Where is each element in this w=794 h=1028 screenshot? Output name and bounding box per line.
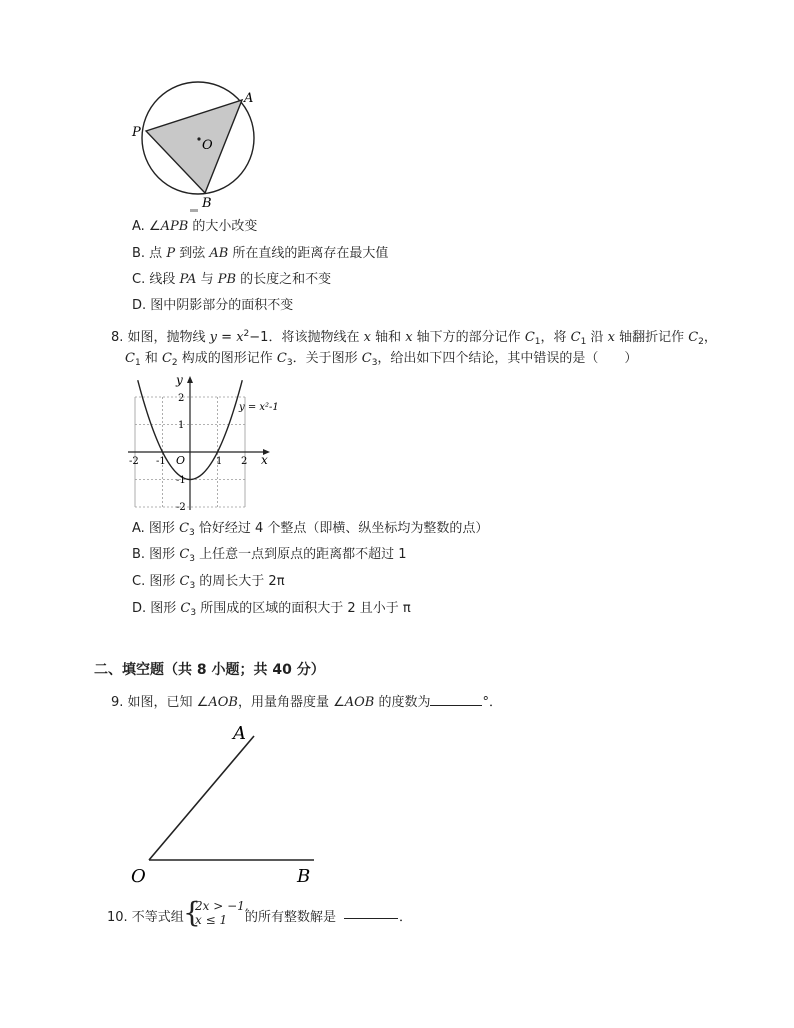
- x-tick-1: 1: [216, 456, 223, 467]
- label-a: A: [233, 723, 246, 744]
- label-b: B: [297, 866, 311, 887]
- q10-brace: {: [183, 896, 201, 929]
- q8-parabola-graph: [120, 370, 285, 515]
- q9-stem: 9. 如图，已知 ∠AOB，用量角器度量 ∠AOB 的度数为 °．: [111, 695, 502, 710]
- q8-option-c: C. 图形 $C_3$ 的周长大于 2π: [132, 574, 285, 591]
- q9-angle-figure: [125, 718, 325, 888]
- q10-row1: 2x > −1,: [195, 899, 249, 913]
- section-heading-fill-in: 二、填空题（共 8 小题；共 40 分）: [94, 662, 325, 678]
- q7-option-d: D. 图中阴影部分的面积不变: [132, 298, 294, 313]
- y-tick-1: 1: [178, 420, 185, 431]
- y-tick-2: 2: [178, 393, 185, 404]
- x-tick-neg2: -2: [129, 456, 139, 467]
- q8-option-a: A. 图形 $C_3$ 恰好经过 4 个整点（即横、纵坐标均为整数的点）: [132, 521, 489, 538]
- ray-oa: [149, 736, 254, 860]
- q8-stem-line2: $C_1$ 和 $C_2$ 构成的图形记作 $C_3$．关于图形 $C_3$，给出如下四个结论，其中错误的是（ ）: [125, 351, 638, 368]
- q8-stem-line1: 8. 如图，抛物线 $y = x^2-1$．将该抛物线在 x 轴和 x 轴下方的部分记作 $C_1$，将 $C_1$ 沿 x 轴翻折记作 $C_2$，: [111, 329, 717, 347]
- label-o: O: [202, 138, 213, 153]
- q7-option-c: C. 线段 PA 与 PB 的长度之和不变: [132, 272, 332, 287]
- q8-option-b: B. 图形 $C_3$ 上任意一点到原点的距离都不超过 1: [132, 547, 407, 564]
- x-axis-label: x: [261, 453, 268, 467]
- y-tick-neg1: -1: [176, 475, 186, 486]
- center-dot: [197, 137, 200, 140]
- label-p: P: [132, 125, 141, 140]
- origin-label: O: [176, 454, 186, 467]
- q10-text-c: ．: [399, 910, 413, 925]
- q10-text-b: 的所有整数解是: [245, 910, 337, 925]
- x-tick-neg1: -1: [156, 456, 166, 467]
- q10-text-a: 10. 不等式组: [107, 910, 184, 925]
- x-tick-2: 2: [241, 456, 248, 467]
- q7-option-b: B. 点 P 到弦 AB 所在直线的距离存在最大值: [132, 246, 389, 261]
- small-mark: [190, 209, 198, 212]
- q7-circle-figure: [128, 80, 268, 220]
- q7-option-a: A. ∠APB 的大小改变: [132, 219, 258, 234]
- y-axis-label: y: [176, 373, 183, 387]
- q10-row2: x ≤ 1: [195, 913, 228, 927]
- label-b: B: [202, 196, 212, 211]
- q8-option-d: D. 图形 $C_3$ 所围成的区域的面积大于 2 且小于 π: [132, 601, 411, 618]
- label-a: A: [244, 91, 254, 106]
- q10-answer-blank[interactable]: [344, 906, 398, 919]
- y-axis-arrow: [187, 376, 193, 383]
- label-o: O: [131, 866, 146, 887]
- q9-answer-blank[interactable]: [430, 693, 482, 706]
- curve-label: y = x²-1: [239, 402, 279, 413]
- y-tick-neg2: -2: [176, 502, 186, 513]
